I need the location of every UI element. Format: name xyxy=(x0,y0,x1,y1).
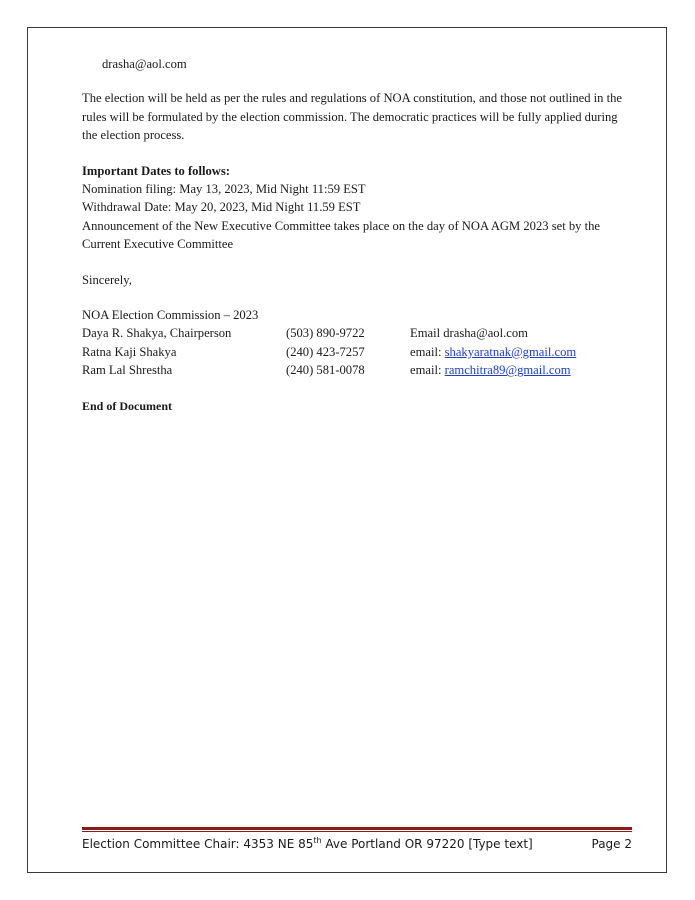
member-phone: (503) 890-9722 xyxy=(286,326,365,341)
email-label: email: xyxy=(410,344,442,359)
page-number: Page 2 xyxy=(591,837,632,851)
member-email-cell xyxy=(410,343,576,361)
member-phone: (240) 423-7257 xyxy=(286,344,365,359)
closing-salutation: Sincerely, xyxy=(82,272,132,287)
member-phone: (240) 581-0078 xyxy=(286,363,365,378)
important-dates-section xyxy=(82,162,627,254)
election-commission-section xyxy=(82,306,627,380)
member-email: drasha@aol.com xyxy=(443,326,528,341)
footer-address xyxy=(82,836,533,852)
commission-title: NOA Election Commission – 2023 xyxy=(82,308,259,323)
member-email-cell xyxy=(410,324,576,342)
footer-address-part: Election Committee Chair: 4353 NE 85 xyxy=(82,837,314,851)
important-dates-heading: Important Dates to follows: xyxy=(82,163,230,178)
member-email-cell xyxy=(410,361,576,379)
intro-paragraph: The election will be held as per the rules and regulations of NOA constitution, and those not outlined in the rules will be formulated by the election commission. The democratic practices will be fully applied during the election process. xyxy=(82,91,623,143)
footer-address-superscript: th xyxy=(313,836,322,845)
table-row xyxy=(82,361,576,379)
member-name: Ratna Kaji Shakya xyxy=(82,344,177,359)
footer-rule-thin xyxy=(82,831,632,832)
footer-address-part: Ave Portland OR 97220 [Type text] xyxy=(321,837,533,851)
table-row xyxy=(82,324,576,342)
nomination-date: Nomination filing: May 13, 2023, Mid Night 11:59 EST xyxy=(82,182,366,197)
member-name: Daya R. Shakya, Chairperson xyxy=(82,326,232,341)
page-footer xyxy=(82,836,632,852)
table-row xyxy=(82,343,576,361)
footer-rule-thick xyxy=(82,827,632,830)
document-body xyxy=(82,55,627,415)
withdrawal-date: Withdrawal Date: May 20, 2023, Mid Night 11.59 EST xyxy=(82,200,361,215)
member-email-link[interactable]: shakyaratnak@gmail.com xyxy=(444,344,577,359)
commission-contacts-table xyxy=(82,324,576,379)
member-email-link[interactable]: ramchitra89@gmail.com xyxy=(444,363,571,378)
email-label: Email xyxy=(410,326,441,341)
announcement-text: Announcement of the New Executive Committee takes place on the day of NOA AGM 2023 set by the Current Executive Committee xyxy=(82,218,600,252)
member-name: Ram Lal Shrestha xyxy=(82,363,173,378)
end-of-document-label: End of Document xyxy=(82,398,173,413)
email-label: email: xyxy=(410,363,442,378)
top-email-line: drasha@aol.com xyxy=(102,57,187,71)
